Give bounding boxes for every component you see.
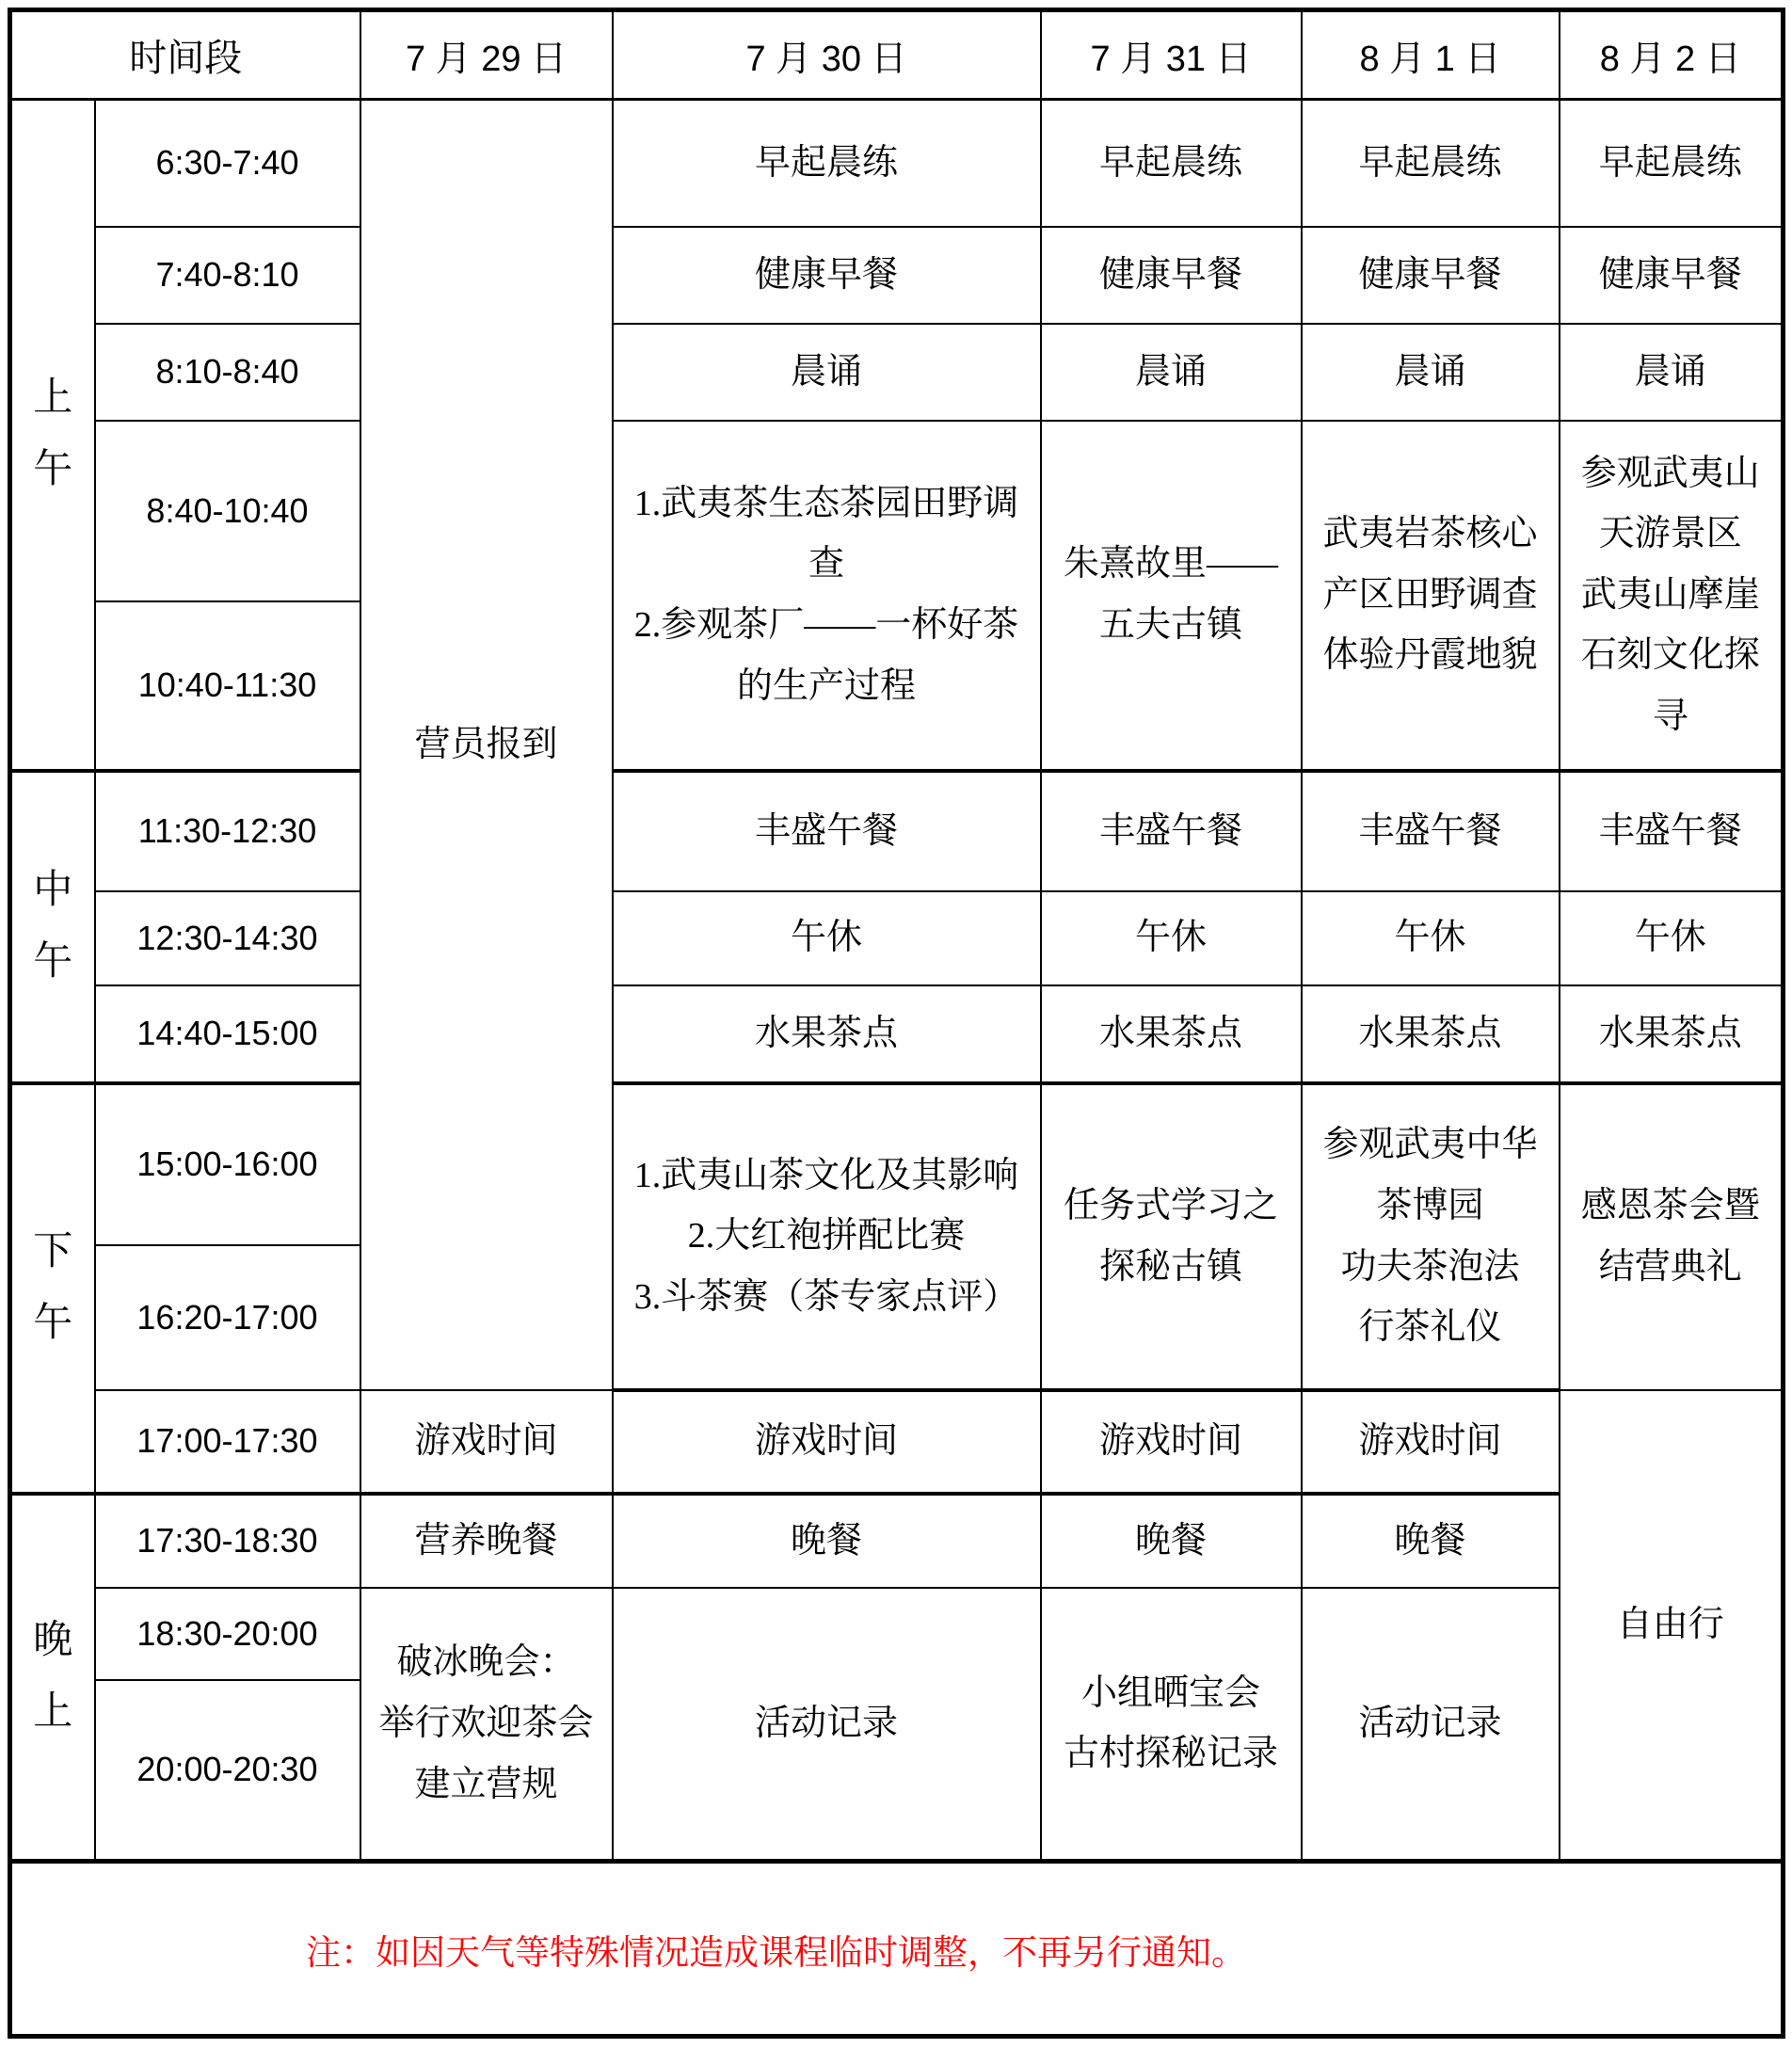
time-1620-1700: 16:20-17:00	[95, 1245, 360, 1390]
cell-0801-snack: 水果茶点	[1302, 985, 1560, 1083]
time-0810-0840: 8:10-8:40	[95, 324, 360, 421]
cell-0802-free-travel: 自由行	[1560, 1390, 1784, 1862]
cell-0801-pm-activity	[1302, 1083, 1560, 1390]
row-1130	[10, 771, 1784, 891]
cell-line: 1.武夷山茶文化及其影响	[633, 1155, 1019, 1195]
cell-line: 行茶礼仪	[1358, 1307, 1502, 1348]
cell-0801-breakfast: 健康早餐	[1302, 227, 1560, 324]
cell-0730-lunch: 丰盛午餐	[613, 771, 1041, 891]
cell-0801-am-activity	[1302, 421, 1560, 771]
header-row	[10, 10, 1784, 100]
row-1830	[10, 1588, 1784, 1680]
cell-0730-nap: 午休	[613, 891, 1041, 985]
schedule-table	[8, 8, 1785, 2039]
cell-0731-am-activity	[1041, 421, 1302, 771]
cell-0801-nap: 午休	[1302, 891, 1560, 985]
period-afternoon: 下午	[10, 1083, 95, 1494]
time-1830-2000: 18:30-20:00	[95, 1588, 360, 1680]
cell-line: 古村探秘记录	[1063, 1734, 1278, 1774]
cell-0730-dinner: 晚餐	[613, 1494, 1041, 1588]
cell-line: 举行欢迎茶会	[378, 1703, 594, 1743]
cell-0729-checkin: 营员报到	[360, 100, 613, 1390]
cell-0802-pm-activity	[1560, 1083, 1784, 1390]
cell-0729-dinner: 营养晚餐	[360, 1494, 613, 1588]
cell-0802-am-activity	[1560, 421, 1784, 771]
cell-0801-dinner: 晚餐	[1302, 1494, 1560, 1588]
cell-0731-game: 游戏时间	[1041, 1390, 1302, 1494]
cell-line: 武夷山摩崖石刻文化探寻	[1580, 574, 1760, 736]
time-0840-1040: 8:40-10:40	[95, 421, 360, 601]
cell-0731-pm-activity	[1041, 1083, 1302, 1390]
time-1040-1130: 10:40-11:30	[95, 601, 360, 771]
cell-0731-dinner: 晚餐	[1041, 1494, 1302, 1588]
cell-0729-evening-activity	[360, 1588, 613, 1862]
header-time-col: 时间段	[10, 10, 360, 100]
cell-0731-reading: 晨诵	[1041, 324, 1302, 421]
note-row	[10, 1862, 1784, 2037]
time-0740-0810: 7:40-8:10	[95, 227, 360, 324]
row-1440	[10, 985, 1784, 1083]
period-noon: 中午	[10, 771, 95, 1083]
cell-line: 活动记录	[754, 1703, 898, 1743]
cell-0801-game: 游戏时间	[1302, 1390, 1560, 1494]
cell-line: 3.斗茶赛（茶专家点评）	[633, 1276, 1019, 1317]
row-1700	[10, 1390, 1784, 1494]
cell-0802-breakfast: 健康早餐	[1560, 227, 1784, 324]
cell-0801-reading: 晨诵	[1302, 324, 1560, 421]
row-0810	[10, 324, 1784, 421]
cell-line: 2.大红袍拼配比赛	[687, 1216, 966, 1257]
cell-0802-snack: 水果茶点	[1560, 985, 1784, 1083]
cell-line: 2.参观茶厂——一杯好茶的生产过程	[633, 605, 1019, 706]
cell-line: 建立营规	[414, 1764, 558, 1804]
row-1230	[10, 891, 1784, 985]
time-2000-2030: 20:00-20:30	[95, 1680, 360, 1862]
cell-0801-lunch: 丰盛午餐	[1302, 771, 1560, 891]
cell-0730-evening-activity	[613, 1588, 1041, 1862]
header-day-0801: 8 月 1 日	[1302, 10, 1560, 100]
cell-0730-morning-exercise: 早起晨练	[613, 100, 1041, 227]
cell-0731-breakfast: 健康早餐	[1041, 227, 1302, 324]
period-evening: 晚上	[10, 1494, 95, 1862]
cell-line: 功夫茶泡法	[1340, 1246, 1520, 1287]
cell-0731-lunch: 丰盛午餐	[1041, 771, 1302, 891]
cell-0731-nap: 午休	[1041, 891, 1302, 985]
header-day-0731: 7 月 31 日	[1041, 10, 1302, 100]
row-0740	[10, 227, 1784, 324]
cell-0802-lunch: 丰盛午餐	[1560, 771, 1784, 891]
cell-0731-evening-activity	[1041, 1588, 1302, 1862]
header-day-0730: 7 月 30 日	[613, 10, 1041, 100]
cell-line: 任务式学习之探秘古镇	[1063, 1185, 1278, 1287]
time-1700-1730: 17:00-17:30	[95, 1390, 360, 1494]
time-1500-1600: 15:00-16:00	[95, 1083, 360, 1245]
time-1730-1830: 17:30-18:30	[95, 1494, 360, 1588]
time-1230-1430: 12:30-14:30	[95, 891, 360, 985]
cell-0731-morning-exercise: 早起晨练	[1041, 100, 1302, 227]
time-1440-1500: 14:40-15:00	[95, 985, 360, 1083]
cell-line: 朱熹故里——五夫古镇	[1063, 544, 1278, 645]
cell-line: 活动记录	[1358, 1703, 1502, 1743]
cell-0729-game: 游戏时间	[360, 1390, 613, 1494]
cell-line: 小组晒宝会	[1080, 1673, 1260, 1713]
cell-line: 感恩茶会暨结营典礼	[1580, 1186, 1760, 1287]
cell-line: 1.武夷茶生态茶园田野调查	[633, 483, 1019, 584]
cell-line: 参观武夷山天游景区	[1580, 453, 1760, 554]
note-text: 注：如因天气等特殊情况造成课程临时调整，不再另行通知。	[10, 1862, 1784, 2037]
cell-0730-snack: 水果茶点	[613, 985, 1041, 1083]
header-day-0802: 8 月 2 日	[1560, 10, 1784, 100]
cell-0730-reading: 晨诵	[613, 324, 1041, 421]
cell-line: 武夷岩茶核心产区田野调查	[1322, 514, 1538, 615]
cell-line: 体验丹霞地貌	[1322, 635, 1538, 676]
cell-0730-game: 游戏时间	[613, 1390, 1041, 1494]
period-morning: 上午	[10, 100, 95, 771]
cell-line: 参观武夷中华茶博园	[1322, 1125, 1538, 1225]
cell-0730-pm-activity	[613, 1083, 1041, 1390]
header-day-0729: 7 月 29 日	[360, 10, 613, 100]
cell-0730-am-activity	[613, 421, 1041, 771]
cell-0731-snack: 水果茶点	[1041, 985, 1302, 1083]
time-1130-1230: 11:30-12:30	[95, 771, 360, 891]
cell-0802-morning-exercise: 早起晨练	[1560, 100, 1784, 227]
cell-0802-nap: 午休	[1560, 891, 1784, 985]
cell-0730-breakfast: 健康早餐	[613, 227, 1041, 324]
row-1500	[10, 1083, 1784, 1245]
row-1730	[10, 1494, 1784, 1588]
time-0630-0740: 6:30-7:40	[95, 100, 360, 227]
row-0630	[10, 100, 1784, 227]
row-0840	[10, 421, 1784, 601]
cell-0802-reading: 晨诵	[1560, 324, 1784, 421]
cell-0801-morning-exercise: 早起晨练	[1302, 100, 1560, 227]
cell-0801-evening-activity	[1302, 1588, 1560, 1862]
cell-line: 破冰晚会：	[396, 1642, 576, 1683]
